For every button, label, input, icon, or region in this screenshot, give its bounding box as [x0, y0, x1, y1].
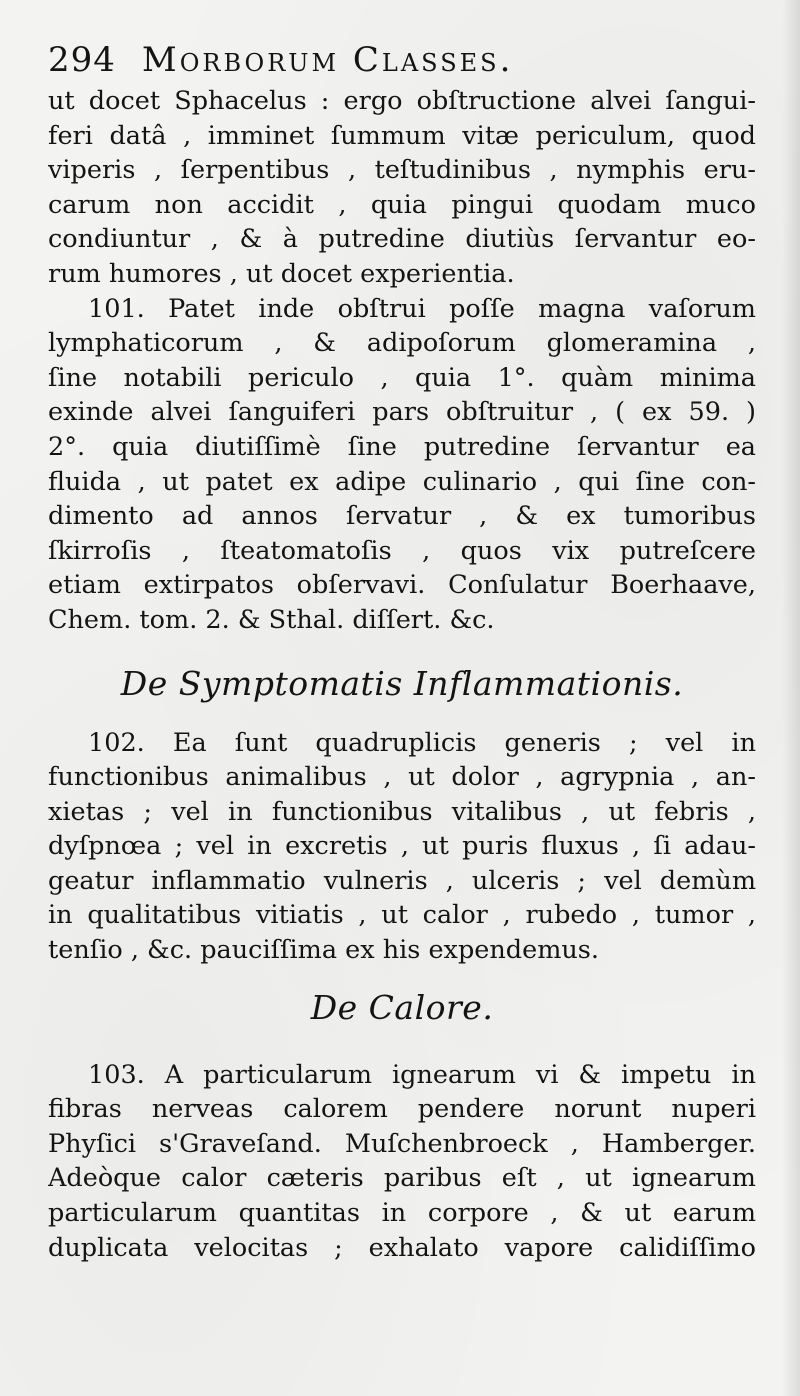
section-heading-calore: De Calore. [310, 987, 494, 1027]
text-line: fluida , ut patet ex adipe culinario , qui ſine con- [48, 466, 756, 497]
text-line: in qualitatibus vitiatis , ut calor , rubedo , tumor , [48, 900, 756, 931]
running-head: Morborum Classes. [141, 40, 514, 80]
text-line: 102. Ea ſunt quadruplicis generis ; vel in [88, 727, 756, 758]
text-line: carum non accidit , quia pingui quodam muco [48, 189, 756, 220]
text-line: tenſio , &c. pauciſſima ex his expendemus. [48, 935, 599, 966]
text-line: Phyſici s'Graveſand. Muſchenbroeck , Hamberger. [48, 1128, 756, 1159]
text-line: geatur inflammatio vulneris , ulceris ; vel demùm [48, 865, 756, 896]
text-line: ut docet Sphacelus : ergo obſtructione alvei ſangui- [48, 86, 756, 116]
text-line: condiuntur , & à putredine diutiùs ſervantur eo- [48, 224, 756, 255]
paragraph-1 [48, 84, 756, 292]
text-line: xietas ; vel in functionibus vitalibus , ut febris , [48, 796, 756, 827]
paragraph-3 [48, 726, 756, 968]
text-line: feri datâ , imminet ſummum vitæ periculum, quod [48, 120, 756, 151]
text-line: lymphaticorum , & adipoſorum glomeramina , [48, 328, 756, 359]
text-line: 103. A particularum ignearum vi & impetu in [88, 1059, 756, 1090]
text-line: viperis , ſerpentibus , teſtudinibus , nymphis eru- [48, 155, 756, 186]
text-line: dimento ad annos ſervatur , & ex tumoribus [48, 501, 756, 532]
body-text [48, 84, 756, 1265]
text-line: exinde alvei ſanguiferi pars obſtruitur , ( ex 59. ) [48, 397, 756, 428]
text-line: functionibus animalibus , ut dolor , agrypnia , an- [48, 762, 756, 793]
text-line: 101. Patet inde obſtrui poſſe magna vaſorum [88, 293, 756, 324]
text-line: fibras nerveas calorem pendere norunt nuperi [48, 1094, 756, 1125]
paragraph-2 [48, 292, 756, 638]
text-line: particularum quantitas in corpore , & ut earum [48, 1198, 756, 1229]
paragraph-4 [48, 1058, 756, 1266]
text-line: Adeòque calor cæteris paribus eſt , ut ignearum [48, 1163, 756, 1194]
page-number: 294 [48, 40, 116, 80]
text-line: duplicata velocitas ; exhalato vapore calidiſſimo [48, 1232, 756, 1263]
text-line: Chem. tom. 2. & Sthal. diſſert. &c. [48, 604, 495, 635]
text-line: ſine notabili periculo , quia 1°. quàm minima [48, 362, 756, 393]
section-heading-inflammation: De Symptomatis Inflammationis. [120, 663, 684, 703]
text-line: 2°. quia diutiſſimè ſine putredine ſervantur ea [48, 431, 756, 462]
text-line: dyſpnœa ; vel in excretis , ut puris fluxus , ſi adau- [48, 831, 756, 862]
text-line: etiam extirpatos obſervavi. Conſulatur Boerhaave, [48, 570, 756, 601]
page-header [48, 40, 758, 80]
text-line: ſkirroſis , ſteatomatoſis , quos vix putreſcere [48, 535, 756, 566]
text-line: rum humores , ut docet experientia. [48, 258, 515, 289]
